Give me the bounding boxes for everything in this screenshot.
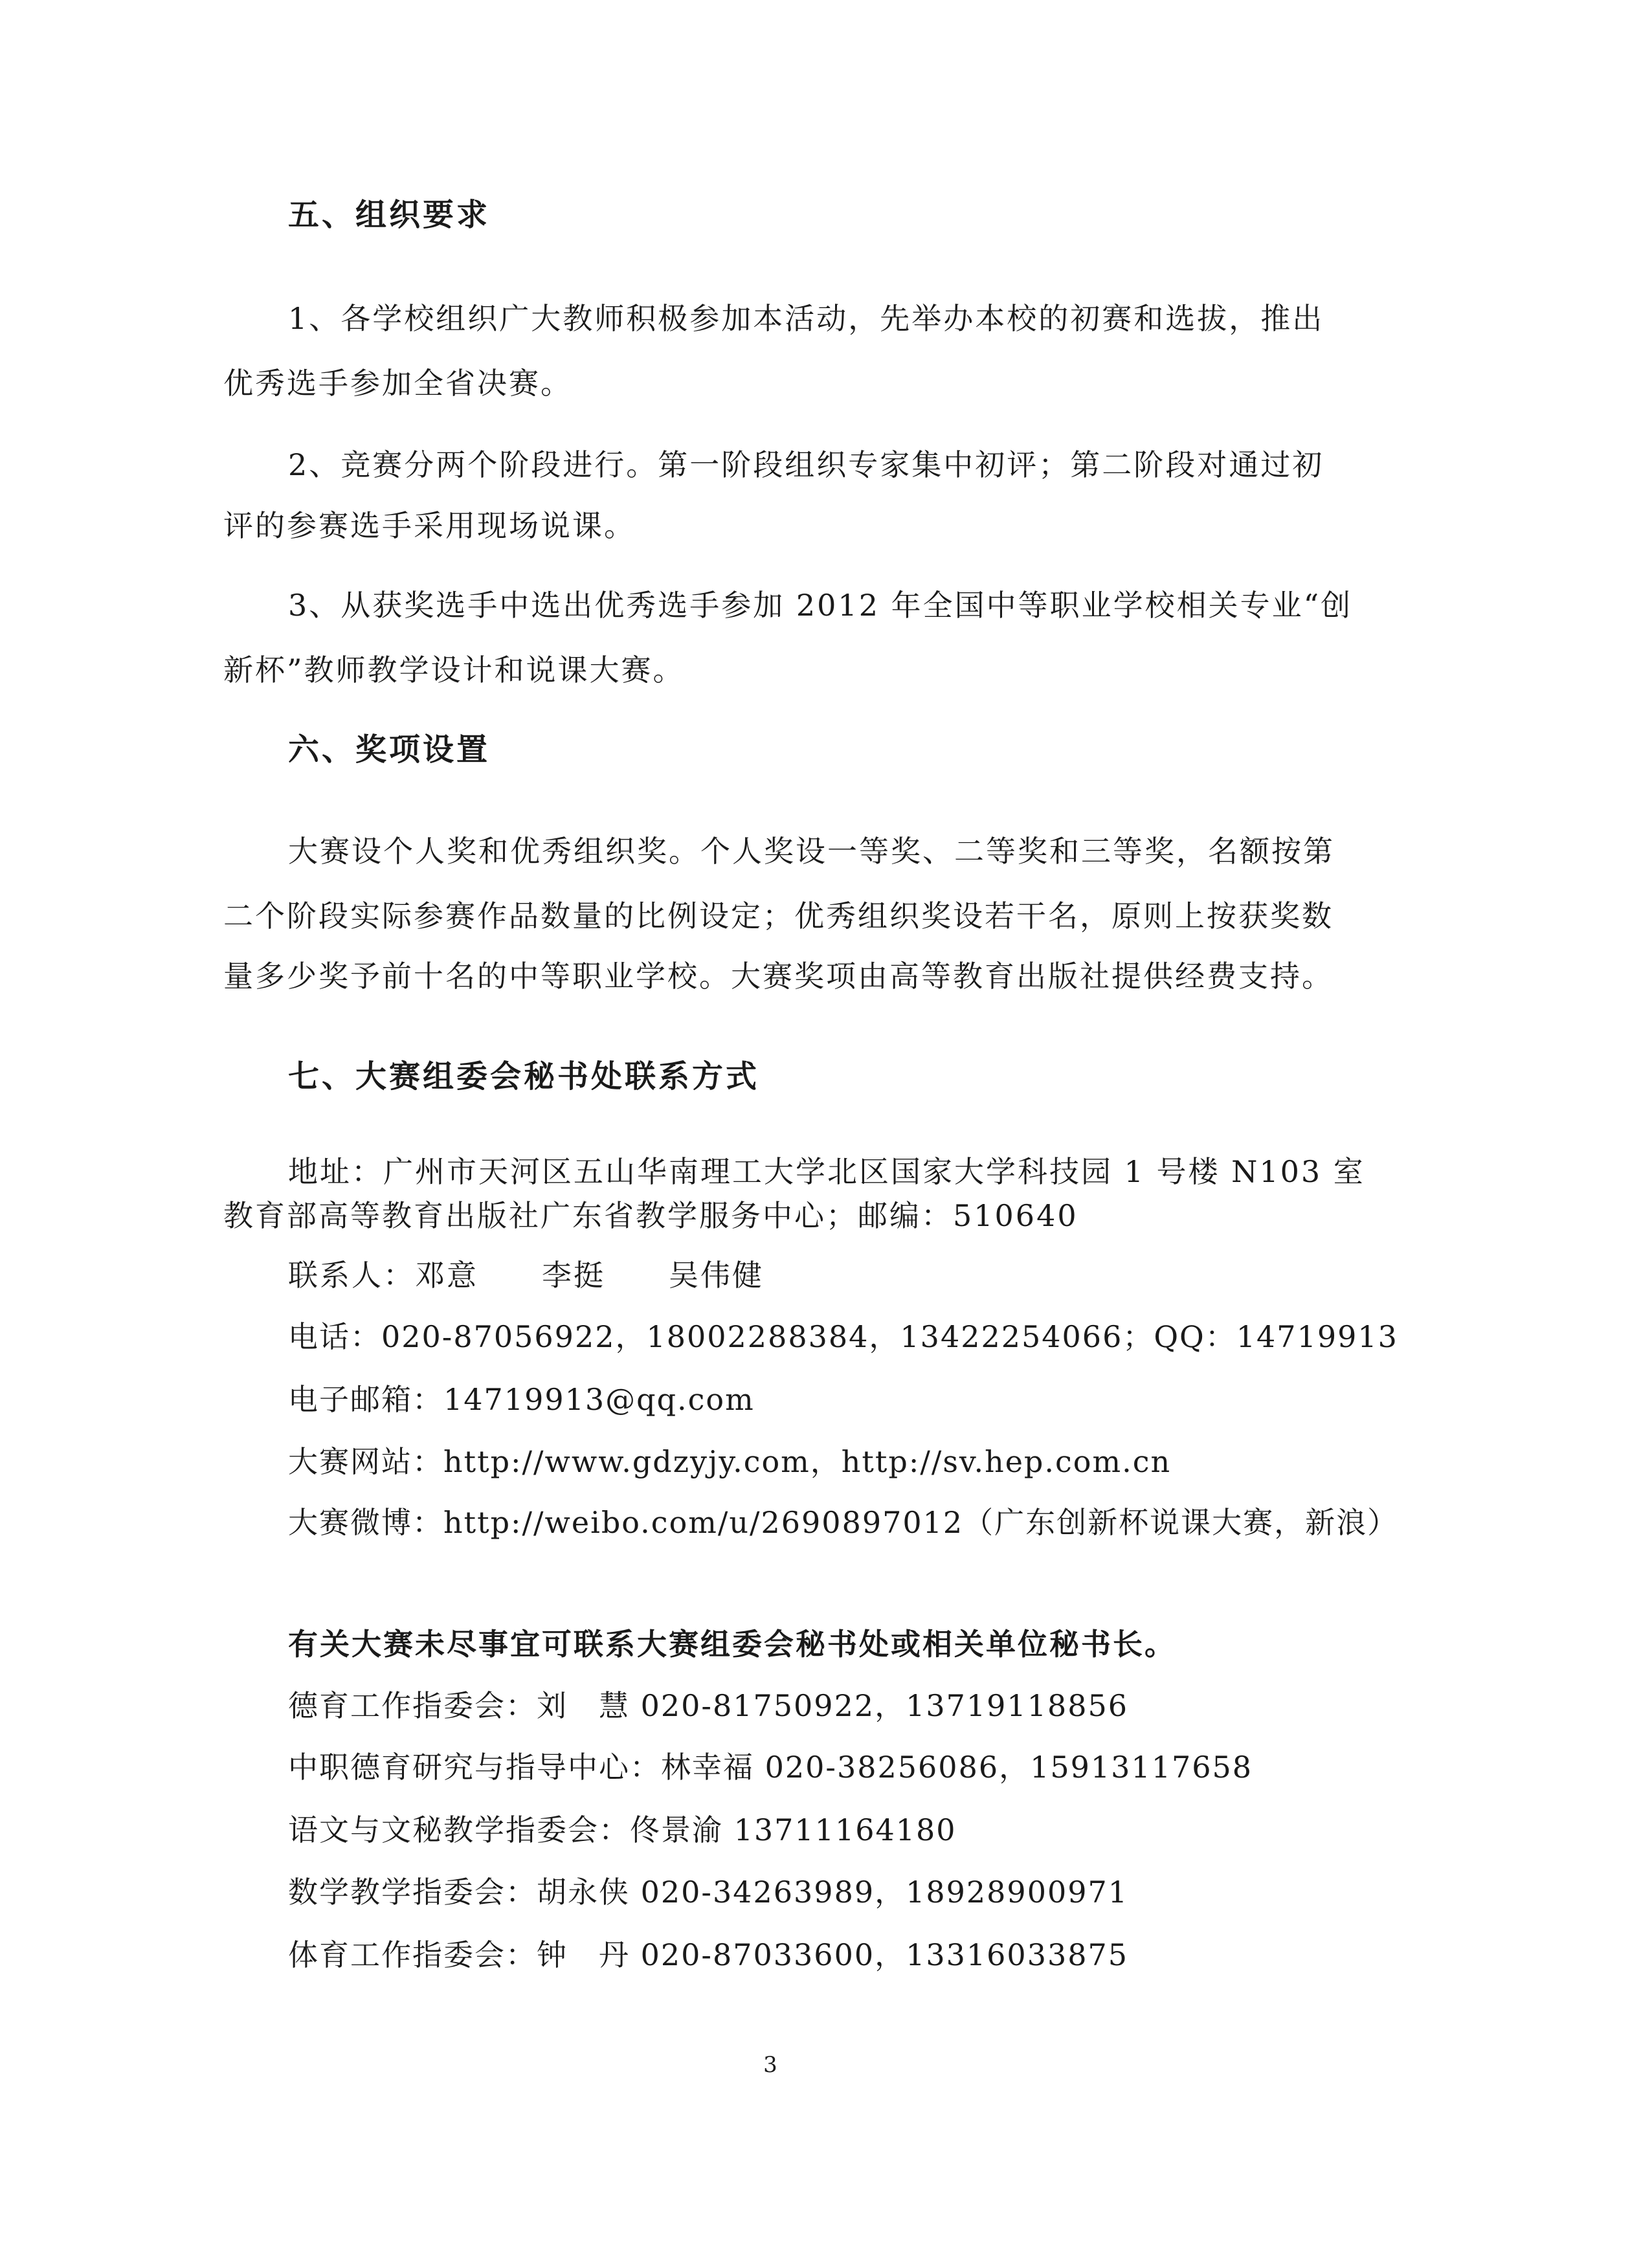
paragraph-line: 评的参赛选手采用现场说课。 (223, 508, 636, 543)
paragraph-line: 二个阶段实际参赛作品数量的比例设定；优秀组织奖设若干名，原则上按获奖数 (223, 898, 1334, 933)
section-heading-organization: 五、组织要求 (288, 197, 491, 233)
address-line: 地址：广州市天河区五山华南理工大学北区国家大学科技园 1 号楼 N103 室 (288, 1154, 1365, 1189)
paragraph-line: 3、从获奖选手中选出优秀选手参加 2012 年全国中等职业学校相关专业“创 (288, 588, 1353, 623)
paragraph-line: 量多少奖予前十名的中等职业学校。大赛奖项由高等教育出版社提供经费支持。 (223, 959, 1334, 994)
contact-entry: 中职德育研究与指导中心：林幸福 020-38256086，15913117658 (288, 1750, 1253, 1785)
paragraph-line: 1、各学校组织广大教师积极参加本活动，先举办本校的初赛和选拔，推出 (288, 301, 1324, 336)
address-line: 教育部高等教育出版社广东省教学服务中心；邮编：510640 (223, 1198, 1078, 1233)
contact-entry: 语文与文秘教学指委会：佟景渝 13711164180 (288, 1812, 957, 1847)
phone-line: 电话：020-87056922，18002288384，13422254066；QQ：14719913 (288, 1319, 1398, 1354)
paragraph-line: 2、竞赛分两个阶段进行。第一阶段组织专家集中初评；第二阶段对通过初 (288, 447, 1324, 482)
section-heading-contact: 七、大赛组委会秘书处联系方式 (288, 1058, 760, 1095)
paragraph-line: 大赛设个人奖和优秀组织奖。个人奖设一等奖、二等奖和三等奖，名额按第 (288, 834, 1335, 869)
paragraph-line: 新杯”教师教学设计和说课大赛。 (223, 652, 685, 687)
section-heading-awards: 六、奖项设置 (288, 731, 491, 768)
contact-persons: 联系人：邓意 李挺 吴伟健 (288, 1258, 764, 1293)
paragraph-line: 优秀选手参加全省决赛。 (223, 366, 572, 401)
contact-entry: 数学教学指委会：胡永侠 020-34263989，18928900971 (288, 1875, 1129, 1910)
email-line: 电子邮箱：14719913@qq.com (288, 1382, 755, 1417)
contact-entry: 体育工作指委会：钟 丹 020-87033600，13316033875 (288, 1937, 1129, 1972)
contact-entry: 德育工作指委会：刘 慧 020-81750922，13719118856 (288, 1688, 1129, 1723)
page-number: 3 (763, 2052, 777, 2078)
website-line: 大赛网站：http://www.gdzyjy.com，http://sv.hep.com.cn (288, 1444, 1172, 1479)
weibo-line: 大赛微博：http://weibo.com/u/2690897012（广东创新杯说课大赛，新浪） (288, 1505, 1399, 1540)
notes-intro: 有关大赛未尽事宜可联系大赛组委会秘书处或相关单位秘书长。 (288, 1627, 1176, 1662)
